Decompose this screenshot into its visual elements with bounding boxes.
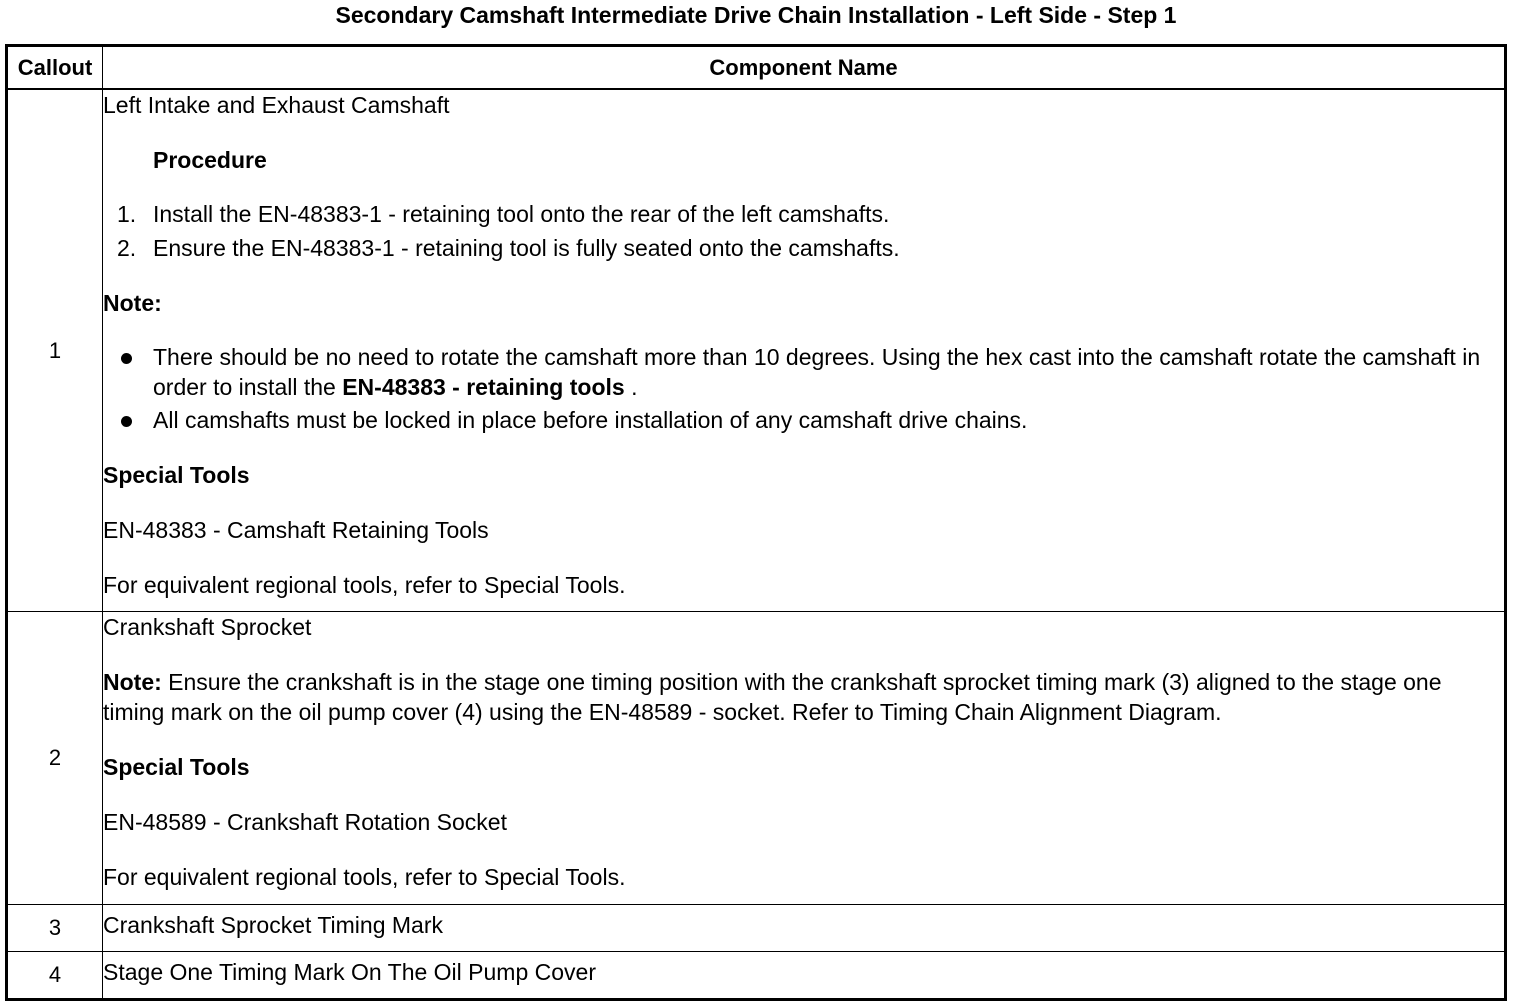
callout-cell: 3 bbox=[7, 905, 103, 952]
bullet-icon bbox=[121, 416, 132, 427]
note-label: Note: bbox=[103, 669, 162, 695]
table-row bbox=[7, 952, 1506, 1000]
component-name: Crankshaft Sprocket Timing Mark bbox=[103, 905, 1506, 952]
component-name: Stage One Timing Mark On The Oil Pump Cover bbox=[103, 952, 1506, 1000]
components-table bbox=[5, 44, 1507, 1001]
note-heading: Note: bbox=[103, 290, 162, 316]
page-title: Secondary Camshaft Intermediate Drive Chain Installation - Left Side - Step 1 bbox=[335, 2, 1177, 28]
component-name: Left Intake and Exhaust Camshaft bbox=[103, 92, 450, 118]
list-item bbox=[103, 405, 1504, 435]
note-text: Ensure the crankshaft is in the stage one timing position with the crankshaft sprocket timing mark (3) aligned to the stage one timing mark on the oil pump cover (4) using the EN-48589 - socket. Refer to Timing Chain Alignment Diagram. bbox=[103, 669, 1442, 725]
component-cell bbox=[103, 612, 1506, 905]
list-item bbox=[103, 233, 1504, 263]
note-text-post: . bbox=[624, 374, 638, 400]
callout-cell: 2 bbox=[7, 612, 103, 905]
tool-name: EN-48589 - Crankshaft Rotation Socket bbox=[103, 809, 507, 835]
step-text: Ensure the EN-48383-1 - retaining tool is fully seated onto the camshafts. bbox=[153, 235, 900, 261]
step-number: 2. bbox=[117, 235, 137, 261]
callout-column-header: Callout bbox=[7, 46, 103, 90]
procedure-heading: Procedure bbox=[153, 147, 267, 173]
note-paragraph bbox=[103, 667, 1504, 727]
component-name-column-header: Component Name bbox=[103, 46, 1506, 90]
special-tools-heading: Special Tools bbox=[103, 462, 250, 488]
table-row bbox=[7, 612, 1506, 905]
component-name: Crankshaft Sprocket bbox=[103, 614, 312, 640]
note-text-pre: There should be no need to rotate the camshaft more than 10 degrees. Using the hex cast into the camshaft rotate the camshaft in order to install the bbox=[153, 344, 1481, 400]
list-item bbox=[103, 199, 1504, 229]
callout-cell: 4 bbox=[7, 952, 103, 1000]
special-tools-heading: Special Tools bbox=[103, 754, 250, 780]
equivalent-tools-text: For equivalent regional tools, refer to Special Tools. bbox=[103, 864, 626, 890]
component-cell bbox=[103, 89, 1506, 612]
table-header-row bbox=[7, 46, 1506, 90]
note-text: All camshafts must be locked in place before installation of any camshaft drive chains. bbox=[153, 407, 1028, 433]
tool-name: EN-48383 - Camshaft Retaining Tools bbox=[103, 517, 489, 543]
note-bullets bbox=[103, 342, 1504, 435]
callout-cell: 1 bbox=[7, 89, 103, 612]
table-row bbox=[7, 89, 1506, 612]
bullet-icon bbox=[121, 353, 132, 364]
list-item bbox=[103, 342, 1504, 402]
step-text: Install the EN-48383-1 - retaining tool onto the rear of the left camshafts. bbox=[153, 201, 890, 227]
step-number: 1. bbox=[117, 201, 137, 227]
table-row bbox=[7, 905, 1506, 952]
procedure-steps bbox=[103, 199, 1504, 263]
equivalent-tools-text: For equivalent regional tools, refer to Special Tools. bbox=[103, 572, 626, 598]
note-text-bold: EN-48383 - retaining tools bbox=[342, 374, 625, 400]
